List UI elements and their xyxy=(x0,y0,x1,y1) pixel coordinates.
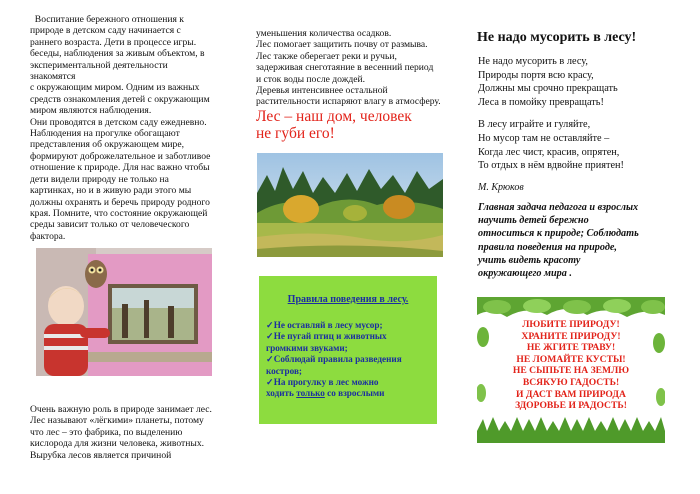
checkmark-icon: ✓ xyxy=(266,377,274,388)
intro-line: Они проводятся в детском саду ежедневно. xyxy=(30,116,207,128)
continuation-line: задерживая снеготаяние в весенний период xyxy=(256,62,434,74)
continuation-line: Лес также оберегает реки и ручьи, xyxy=(256,50,397,62)
appeal-line: ЗДОРОВЬЕ И РАДОСТЬ! xyxy=(515,400,627,412)
intro-line: экспериментальной деятельности знакомятся xyxy=(30,59,168,83)
intro-line: фактора. xyxy=(30,230,66,242)
rule-continuation: громкими звуками; xyxy=(266,342,348,353)
rule-text: Не оставляй в лесу мусор; xyxy=(273,320,383,330)
rule-text: На прогулку в лес можно xyxy=(273,377,379,388)
intro-line: с окружающим миром. Одним из важных xyxy=(30,82,200,94)
intro-line: должны охранять и беречь природу родного xyxy=(30,196,210,208)
continuation-line: Деревья интенсивнее остальной xyxy=(256,85,388,97)
poem-line: Природы портя всю красу, xyxy=(478,69,594,81)
rule-text-post: со взрослыми xyxy=(324,388,385,399)
poem-line: Должны мы срочно прекращать xyxy=(478,83,618,95)
task-line: Главная задача педагога и взрослых xyxy=(478,202,639,213)
forest-landscape-image xyxy=(257,153,443,257)
child-photo-image xyxy=(36,248,212,376)
poem-title: Не надо мусорить в лесу! xyxy=(477,30,637,45)
appeal-line: НЕ ЛОМАЙТЕ КУСТЫ! xyxy=(516,353,626,365)
rule-item xyxy=(266,377,434,388)
rule-text-pre: ходить xyxy=(266,388,297,399)
continuation-line: растительности испаряют влагу в атмосферу. xyxy=(256,96,441,108)
poem-line: Когда лес чист, красив, опрятен, xyxy=(478,146,620,158)
forest-photo xyxy=(257,153,443,257)
intro-line: среды зависит только от человеческого xyxy=(30,219,190,231)
continuation-line: Лес помогает защитить почву от размыва. xyxy=(256,39,428,51)
poem-stanza-2 xyxy=(478,118,678,172)
intro-line: картинках, но и в живую ради этого мы xyxy=(30,185,192,197)
intro-line: Наблюдения на прогулке обогащают xyxy=(30,128,180,140)
appeal-line: ЛЮБИТЕ ПРИРОДУ! xyxy=(522,319,620,330)
slogan-line: не губи его! xyxy=(256,125,335,142)
checkmark-icon: ✓ xyxy=(266,354,274,365)
poem-line: Леса в помойку превращать! xyxy=(478,96,604,108)
rule-text: Не пугай птиц и животных xyxy=(273,331,387,342)
intro-line: раннего возраста. Дети в процессе игры. xyxy=(30,36,197,48)
rule-item xyxy=(266,320,434,331)
intro-line: Воспитание бережного отношения к xyxy=(30,14,184,25)
forest-slogan xyxy=(256,108,456,142)
task-line: правила поведения на природе, xyxy=(478,241,617,253)
rules-list xyxy=(266,320,434,400)
forest-line: Вырубка лесов является причиной xyxy=(30,449,172,461)
intro-line: средств ознакомления детей с окружающим xyxy=(30,93,210,105)
poem-line: То отдых в нём вдвойне приятен! xyxy=(478,160,624,172)
poem xyxy=(478,55,678,182)
intro-line: отношение к природе. Для нас важно чтобы xyxy=(30,162,210,174)
rule-item xyxy=(266,354,434,365)
intro-line: представления об окружающем мире, xyxy=(30,139,185,151)
appeal-panel xyxy=(477,297,665,443)
continuation-line: и сток воды после дождей. xyxy=(256,73,366,85)
rule-item xyxy=(266,331,434,342)
poem-line: Не надо мусорить в лесу, xyxy=(478,56,588,67)
appeal-text xyxy=(477,319,665,412)
continuation-text xyxy=(256,28,446,108)
rule-continuation xyxy=(266,388,434,399)
poem-author: М. Крюков xyxy=(478,182,524,193)
intro-line: формируют доброжелательное и заботливое xyxy=(30,150,211,162)
intro-line: миром являются наблюдения. xyxy=(30,105,152,117)
poem-line: В лесу играйте и гуляйте, xyxy=(478,119,591,131)
task-line: научить детей бережно xyxy=(478,215,589,227)
child-photo xyxy=(36,248,212,376)
checkmark-icon: ✓ xyxy=(266,331,274,342)
forest-line: Очень важную роль в природе занимает лес. xyxy=(30,404,212,415)
educator-task xyxy=(478,201,674,280)
slogan-line: Лес – наш дом, человек xyxy=(256,108,412,125)
intro-line: природе в детском саду начинается с xyxy=(30,25,181,37)
rules-title: Правила поведения в лесу. xyxy=(287,294,409,305)
appeal-line: ХРАНИТЕ ПРИРОДУ! xyxy=(521,330,621,342)
appeal-line: И ДАСТ ВАМ ПРИРОДА xyxy=(516,388,626,400)
forest-line: кислорода для жизни человека, животных. xyxy=(30,438,205,450)
task-line: учить видеть красоту xyxy=(478,254,581,266)
rules-panel xyxy=(259,276,437,424)
forest-line: что лес – это фабрика, по выделению xyxy=(30,426,183,438)
forest-line: Лес называют «лёгкими» планеты, потому xyxy=(30,415,204,427)
checkmark-icon: ✓ xyxy=(266,320,274,330)
intro-line: края. Помните, что состояние окружающей xyxy=(30,207,208,219)
poem-stanza-1 xyxy=(478,55,678,109)
poem-line: Но мусор там не оставляйте – xyxy=(478,132,610,144)
appeal-line: НЕ СЫПЬТЕ НА ЗЕМЛЮ xyxy=(512,365,630,377)
appeal-line: ВСЯКУЮ ГАДОСТЬ! xyxy=(522,376,620,388)
intro-line: беседы, наблюдения за живым объектом, в xyxy=(30,48,205,60)
task-line: относиться к природе; Соблюдать xyxy=(478,228,639,240)
rule-continuation: костров; xyxy=(266,365,302,376)
task-line: окружающего мира . xyxy=(478,268,572,280)
forest-importance-text xyxy=(30,404,215,461)
intro-text xyxy=(30,14,215,242)
rule-text-underlined: только xyxy=(296,388,325,399)
appeal-line: НЕ ЖГИТЕ ТРАВУ! xyxy=(526,342,616,354)
intro-line: дети видели природу не только на xyxy=(30,173,169,185)
rule-text: Соблюдай правила разведения xyxy=(273,354,402,365)
continuation-line: уменьшения количества осадков. xyxy=(256,28,392,39)
